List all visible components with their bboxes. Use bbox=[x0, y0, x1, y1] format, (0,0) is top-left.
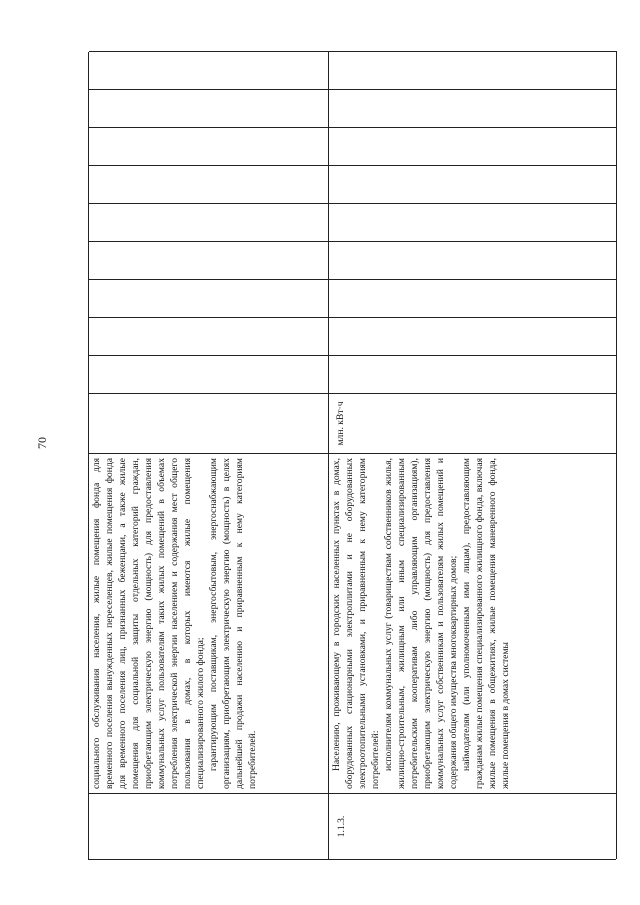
tariff-table bbox=[88, 52, 616, 860]
row-2-description bbox=[329, 453, 617, 793]
row-1-unit bbox=[89, 393, 329, 453]
row-1-value-cell bbox=[89, 89, 329, 127]
row-2-paragraph-1: Населению, проживающему в городских населенных пунктах в домах, оборудованных стационарными электроплитами и не оборудованных электроотопительными установками, и приравненным к нему категориям потребителей: bbox=[331, 458, 381, 789]
row-2-unit: млн. кВт·ч bbox=[329, 393, 617, 453]
page-number: 70 bbox=[35, 437, 49, 449]
row-1-value-cell bbox=[89, 279, 329, 317]
row-2-paragraph-3: наймодателям (или уполномоченным ими лицам), предоставляющим гражданам жилые помещения специализированного жилищного фонда, включая жилые помещения в общежитиях, жилые помещения маневренного фонда, жилые помещения в домах системы bbox=[461, 458, 511, 789]
row-1-value-cell bbox=[89, 127, 329, 165]
row-1-paragraph-2: гарантирующим поставщикам, энергосбытовым, энергоснабжающим организациям, приобретающим электрическую энергию (мощность) в целях дальнейшей продажи населению и приравненным к нему категориям потребителей. bbox=[208, 458, 258, 789]
row-1-paragraph-1: социального обслуживания населения, жилые помещения фонда для временного поселения вынужденных переселенцев, жилые помещения фонда для временного поселения лиц, признанных беженцами, а также жилые помещения для социальной защиты отдельных категорий граждан, приобретающим электрическую энергию (мощность) для предоставления коммунальных услуг пользователям таких жилых помещений в объемах потребления электрической энергии населением и содержания мест общего пользования в домах, в которых имеются жилые помещения специализированного жилого фонда; bbox=[91, 458, 206, 789]
row-2-value-cell bbox=[329, 241, 617, 279]
row-2-value-cell bbox=[329, 203, 617, 241]
row-1-number bbox=[89, 793, 329, 859]
row-2-value-cell bbox=[329, 355, 617, 393]
row-1-value-cell bbox=[89, 355, 329, 393]
row-1-description bbox=[89, 453, 329, 793]
row-2-value-cell bbox=[329, 51, 617, 89]
row-2-paragraph-2: исполнителям коммунальных услуг (товариществам собственников жилья, жилищно-строительным, жилищным или иным специализированным потребительским кооперативам либо управляющим организациям), приобретающим электрическую энергию (мощность) для предоставления коммунальных услуг собственникам и пользователям жилых помещений и содержания общего имущества многоквартирных домов; bbox=[383, 458, 459, 789]
row-2-value-cell bbox=[329, 127, 617, 165]
row-1-value-cell bbox=[89, 203, 329, 241]
row-1-value-cell bbox=[89, 317, 329, 355]
row-2-value-cell bbox=[329, 165, 617, 203]
rotated-table-wrapper bbox=[88, 52, 616, 860]
row-1-value-cell bbox=[89, 165, 329, 203]
row-2-value-cell bbox=[329, 317, 617, 355]
row-2-number: 1.1.3. bbox=[329, 793, 617, 859]
row-2-value-cell bbox=[329, 279, 617, 317]
row-1-value-cell bbox=[89, 51, 329, 89]
row-2-value-cell bbox=[329, 89, 617, 127]
row-1-value-cell bbox=[89, 241, 329, 279]
